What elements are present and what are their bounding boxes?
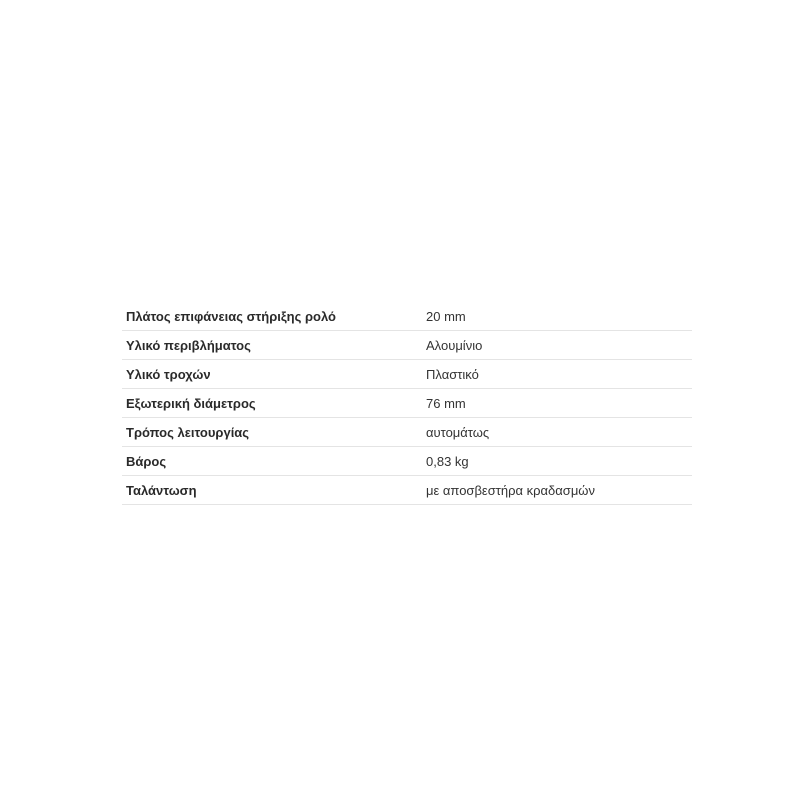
spec-row-outer-diameter: [122, 389, 692, 418]
spec-row-oscillation: [122, 476, 692, 505]
spec-value: αυτομάτως: [426, 424, 490, 440]
spec-row-operation-mode: [122, 418, 692, 447]
spec-row-housing-material: [122, 331, 692, 360]
spec-value: με αποσβεστήρα κραδασμών: [426, 482, 595, 498]
specifications-table: [122, 302, 692, 505]
spec-row-wheel-material: [122, 360, 692, 389]
spec-label: Βάρος: [126, 453, 167, 469]
spec-row-weight: [122, 447, 692, 476]
spec-label: Πλάτος επιφάνειας στήριξης ρολό: [126, 308, 336, 324]
spec-value: 20 mm: [426, 308, 466, 324]
spec-label: Τρόπος λειτουργίας: [126, 424, 250, 440]
spec-label: Υλικό τροχών: [126, 366, 211, 382]
spec-label: Ταλάντωση: [126, 482, 197, 498]
spec-value: Αλουμίνιο: [426, 337, 483, 353]
spec-label: Υλικό περιβλήματος: [126, 337, 251, 353]
spec-value: 76 mm: [426, 395, 466, 411]
spec-value: Πλαστικό: [426, 366, 479, 382]
spec-value: 0,83 kg: [426, 453, 469, 469]
spec-row-width: [122, 302, 692, 331]
spec-label: Εξωτερική διάμετρος: [126, 395, 256, 411]
